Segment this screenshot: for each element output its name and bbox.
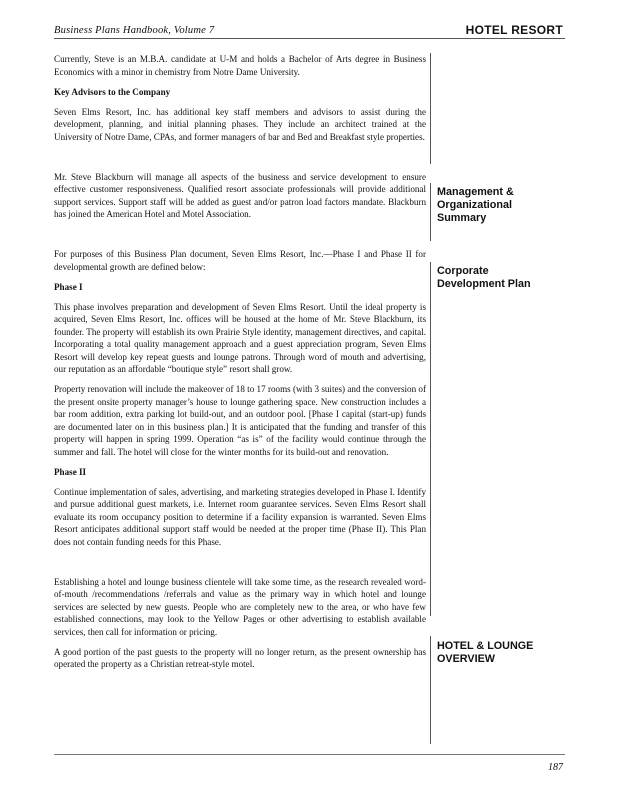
paragraph-management: Mr. Steve Blackburn will manage all aspects of the business and service development to ensure effective customer responsiveness. Qualified resort associate professionals will provide additional support services. Support staff will be added as guest and/or patron load factors mandate. Blackburn has joined the American Hotel and Motel Association. <box>54 171 426 219</box>
column-divider <box>430 262 431 616</box>
section-gap <box>54 151 426 171</box>
section-gap <box>54 556 426 576</box>
heading-phase-2: Phase II <box>54 466 87 477</box>
main-text-column <box>54 53 426 678</box>
sidebar-heading-overview: HOTEL & LOUNGE OVERVIEW <box>437 640 534 665</box>
paragraph-overview-a: Establishing a hotel and lounge business clientele will take some time, as the research revealed word-of-mouth /recommendations /referrals and value as the primary way in which hotel and lounge services are selected by new guests. People who are completely new to the area, or who have few established connections, may look to the Yellow Pages or other advertising to establish available services, then call for information or pricing. <box>54 576 426 637</box>
paragraph-steve-education: Currently, Steve is an M.B.A. candidate at U-M and holds a Bachelor of Arts degree in Business Economics with a minor in chemistry from Notre Dame University. <box>54 54 426 77</box>
header-rule <box>54 38 565 39</box>
paragraph-phase-1-a: This phase involves preparation and development of Seven Elms Resort. Until the ideal property is acquired, Seven Elms Resort, Inc. offices will be housed at the home of Mr. Steve Blackburn, its founder. The property will establish its own Prairie Style identity, management directives, and capital. Incorporating a total quality management approach and a guest appreciation program, Seven Elms Resort will develop key repeat guests and lounge patrons. Through word of mouth and advertising, our reputation as an affordable “boutique style” resort shall grow. <box>54 301 426 374</box>
heading-phase-1: Phase I <box>54 281 83 292</box>
paragraph-phase-2: Continue implementation of sales, advertising, and marketing strategies developed in Phase I. Identify and pursue additional guest markets, i.e. Internet room guarantee services. Seven Elms Resort shall evaluate its room occupancy position to determine if a facility expansion is warranted. Seven Elms Resort anticipates additional support staff would be needed at the proper time (Phase II). This Plan does not contain funding needs for this Phase. <box>54 486 426 547</box>
paragraph-development-intro: For purposes of this Business Plan document, Seven Elms Resort, Inc.—Phase I and Phase II for developmental growth are defined below: <box>54 249 426 272</box>
column-divider <box>430 53 431 164</box>
paragraph-key-advisors: Seven Elms Resort, Inc. has additional key staff members and advisors to assist during the development, planning, and initial planning phases. They include an architect trained at the University of Notre Dame, CPAs, and former managers of bar and Bed and Breakfast style properties. <box>54 106 426 142</box>
heading-key-advisors: Key Advisors to the Company <box>54 86 171 97</box>
paragraph-overview-b: A good portion of the past guests to the property will no longer return, as the present ownership has operated the property as a Christian retreat-style motel. <box>54 646 426 669</box>
page-number: 187 <box>548 762 563 773</box>
running-header-book-title: Business Plans Handbook, Volume 7 <box>54 25 215 36</box>
section-gap <box>54 228 426 248</box>
sidebar-heading-management: Management & Organizational Summary <box>437 186 514 224</box>
paragraph-phase-1-b: Property renovation will include the makeover of 18 to 17 rooms (with 3 suites) and the conversion of the present onsite property manager’s house to lounge gathering space. New construction includes a bar room addition, extra parking lot build-out, and an outdoor pool. [Phase I capital (start-up) funds are documented later on in this business plan.] It is anticipated that the funding and transfer of this property will happen in spring 1999. Operation “as is” of the facility would continue through the summer and fall. The hotel will close for the winter months for its build-out and renovation. <box>54 384 426 457</box>
running-header-section-title: HOTEL RESORT <box>465 23 563 37</box>
column-divider <box>430 636 431 744</box>
sidebar-heading-development: Corporate Development Plan <box>437 265 531 290</box>
footer-rule <box>54 754 565 755</box>
column-divider <box>430 183 431 241</box>
